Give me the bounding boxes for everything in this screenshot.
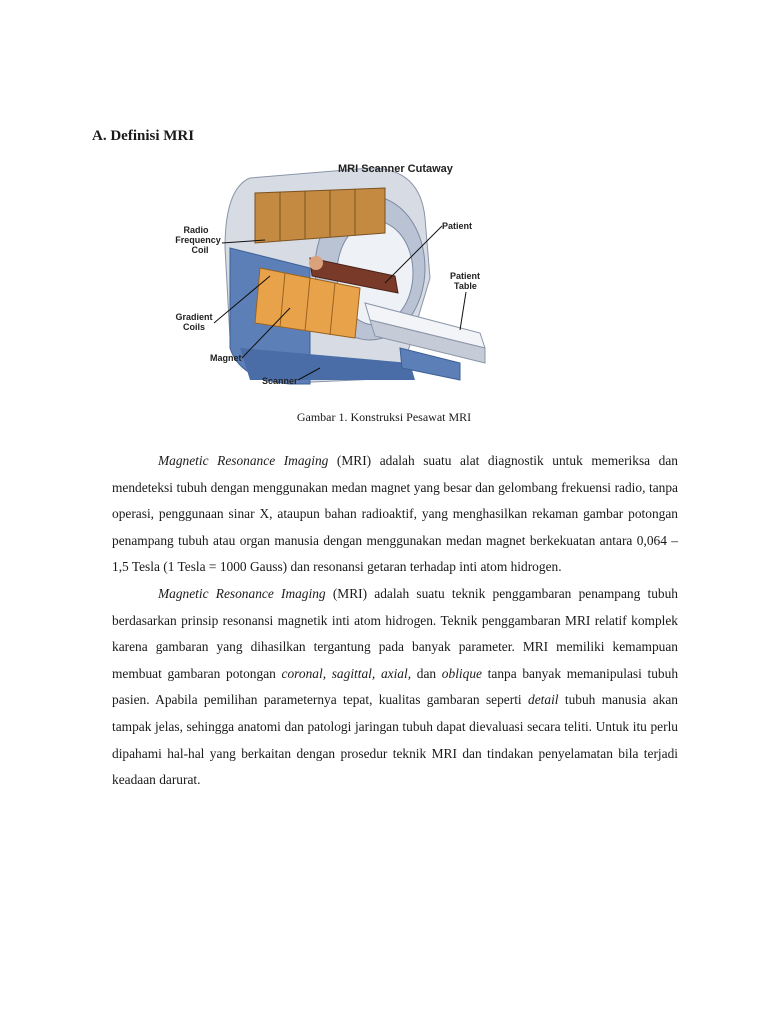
label-radio: Radio <box>183 225 209 235</box>
label-patient-table-1: Patient <box>450 271 481 281</box>
paragraph-2 <box>112 581 678 794</box>
label-coils: Coils <box>182 322 206 332</box>
paragraph-2-text-a: (MRI) adalah suatu teknik penggambaran penampang tubuh berdasarkan prinsip resonansi magnetik inti atom hidrogen. Teknik penggambaran MRI relatif komplek karena gambaran yang dihasilkan tergantung pada banyak parameter. MRI memiliki kemampuan membuat gambaran potongan <box>112 585 678 681</box>
paragraph-2-text-c: tanpa banyak memanipulasi tubuh pasien. Apabila pemilihan parameternya tepat, kualitas gambaran seperti <box>112 665 679 708</box>
label-patient: Patient <box>442 221 473 231</box>
label-gradient: Gradient <box>175 312 213 322</box>
term-mri-1: Magnetic Resonance Imaging <box>158 453 329 468</box>
figure-title: MRI Scanner Cutaway <box>338 163 453 175</box>
label-scanner: Scanner <box>262 376 298 386</box>
body-text <box>112 448 678 794</box>
section-heading: A. Definisi MRI <box>92 128 195 144</box>
label-magnet: Magnet <box>210 353 242 363</box>
paragraph-2-text-d: tubuh manusia akan tampak jelas, sehingga anatomi dan patologi jaringan tubuh dapat dievaluasi secara teliti. Untuk itu perlu dipahami hal-hal yang berkaitan dengan prosedur teknik MRI dan tindakan penyelamatan bila terjadi keadaan darurat. <box>112 692 679 788</box>
paragraph-1-text: (MRI) adalah suatu alat diagnostik untuk memeriksa dan mendeteksi tubuh dengan menggunakan medan magnet yang besar dan gelombang frekuensi radio, tanpa operasi, penggunaan sinar X, ataupun bahan radioaktif, yang menghasilkan rekaman gambar potongan penampang tubuh atau organ manusia dengan menggunakan medan magnet berkekuatan antara 0,064 – 1,5 Tesla (1 Tesla = 1000 Gauss) dan resonansi getaran terhadap inti atom hidrogen. <box>112 453 678 575</box>
figure-caption: Gambar 1. Konstruksi Pesawat MRI <box>296 410 472 424</box>
italic-oblique: oblique <box>441 665 482 681</box>
paragraph-2-text-b: dan <box>411 665 442 681</box>
italic-planes: coronal, sagittal, axial, <box>281 665 412 681</box>
rf-coil-shape <box>255 188 385 243</box>
term-mri-2: Magnetic Resonance Imaging <box>158 585 326 601</box>
paragraph-1 <box>112 448 678 581</box>
mri-scanner-illustration <box>170 158 500 398</box>
label-patient-table-2: Table <box>454 281 477 291</box>
label-coil: Coil <box>191 245 209 255</box>
label-frequency: Frequency <box>175 235 221 245</box>
italic-detail: detail <box>528 692 559 708</box>
